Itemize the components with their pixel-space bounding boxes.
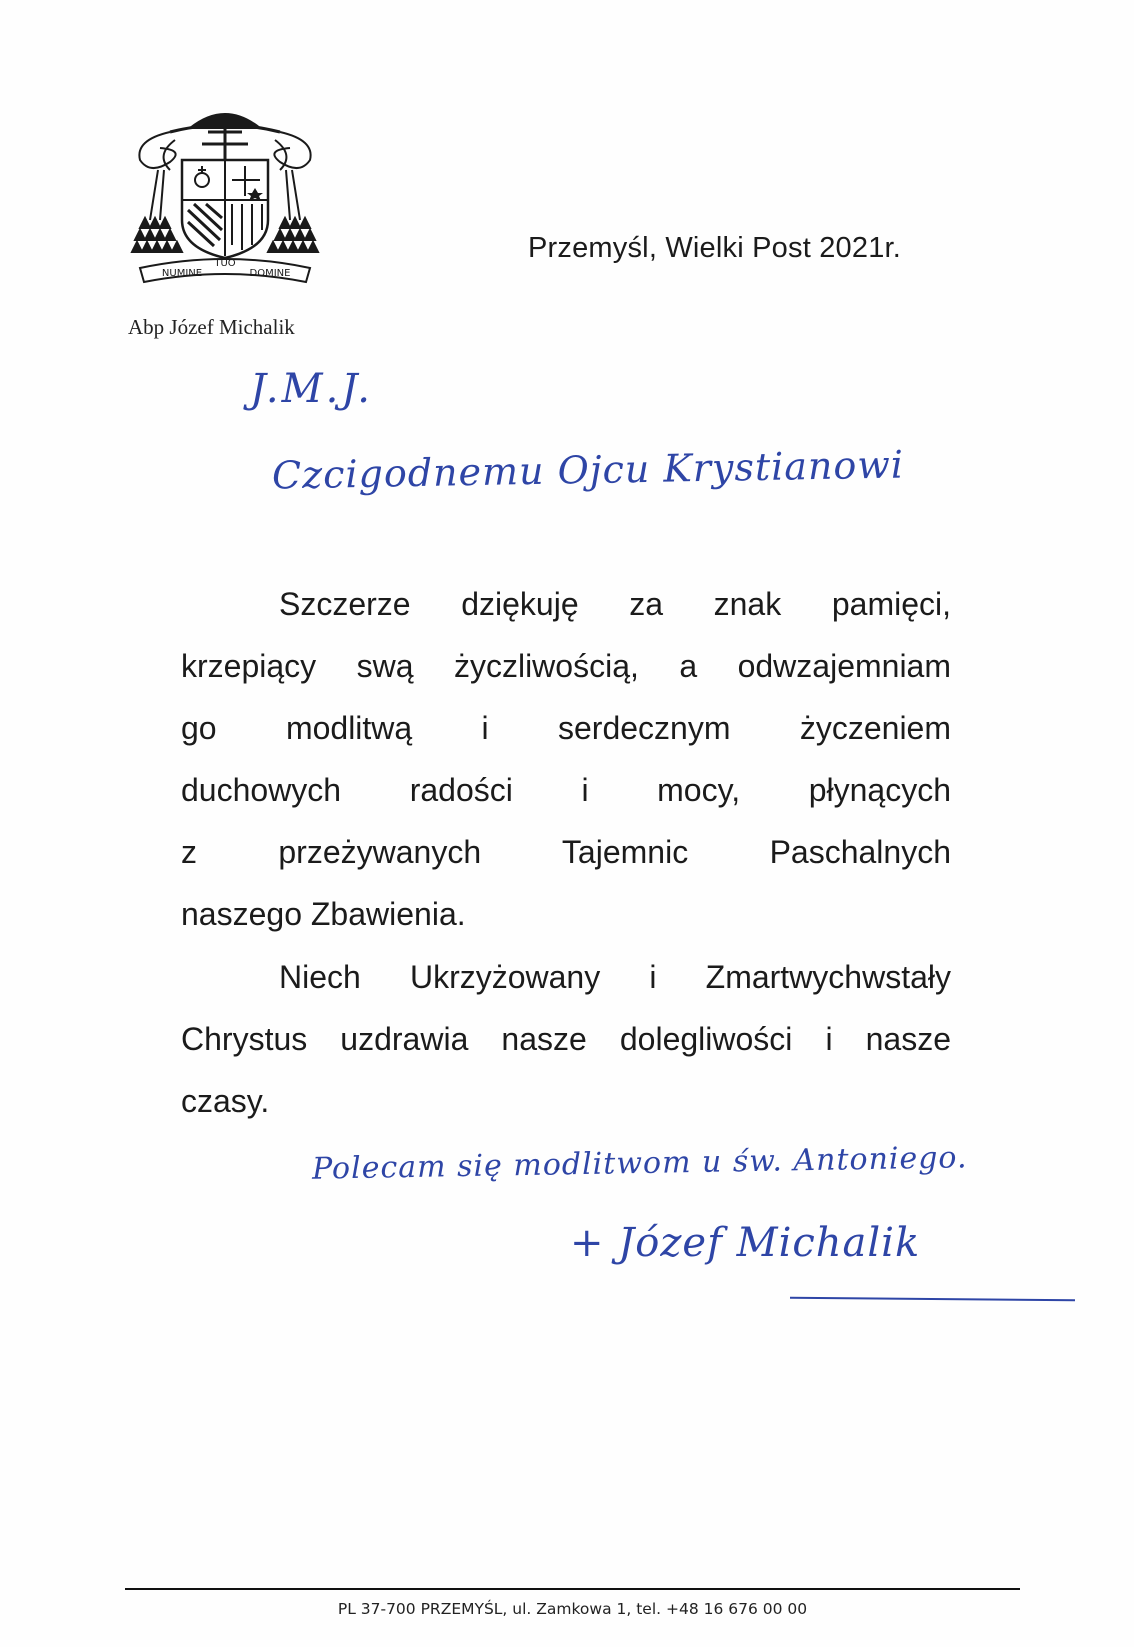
body-line: go modlitwą i serdecznym życzeniem xyxy=(181,710,951,746)
handwritten-signature: + Józef Michalik xyxy=(570,1220,921,1266)
body-line: duchowych radości i mocy, płynących xyxy=(181,772,951,808)
sender-name: Abp Józef Michalik xyxy=(128,315,295,339)
body-line: naszego Zbawienia. xyxy=(181,896,466,932)
body-line: z przeżywanych Tajemnic Paschalnych xyxy=(181,834,951,870)
motto-right: DOMINE xyxy=(249,268,291,279)
body-paragraph-1 xyxy=(181,573,951,945)
place-date: Przemyśl, Wielki Post 2021r. xyxy=(528,232,902,264)
footer-divider xyxy=(125,1588,1020,1590)
footer-address: PL 37-700 PRZEMYŚL, ul. Zamkowa 1, tel. +48 16 676 00 00 xyxy=(337,1600,808,1618)
body-line: Chrystus uzdrawia nasze dolegliwości i nasze xyxy=(181,1021,951,1057)
motto-center: TUO xyxy=(214,258,236,269)
body-line: czasy. xyxy=(181,1083,270,1119)
motto-left: NUMINE xyxy=(161,268,203,279)
handwritten-closing: Polecam się modlitwom u św. Antoniego. xyxy=(311,1140,968,1187)
signature-flourish xyxy=(790,1297,1075,1301)
body-line: krzepiący swą życzliwością, a odwzajemniam xyxy=(181,648,951,684)
body-line: Niech Ukrzyżowany i Zmartwychwstały xyxy=(279,959,951,995)
handwritten-salutation: Czcigodnemu Ojcu Krystianowi xyxy=(271,442,905,498)
body-line: Szczerze dziękuję za znak pamięci, xyxy=(279,586,951,622)
body-paragraph-2 xyxy=(181,946,951,1132)
handwritten-invocation: J.M.J. xyxy=(250,366,373,412)
coat-of-arms-icon xyxy=(130,100,320,295)
